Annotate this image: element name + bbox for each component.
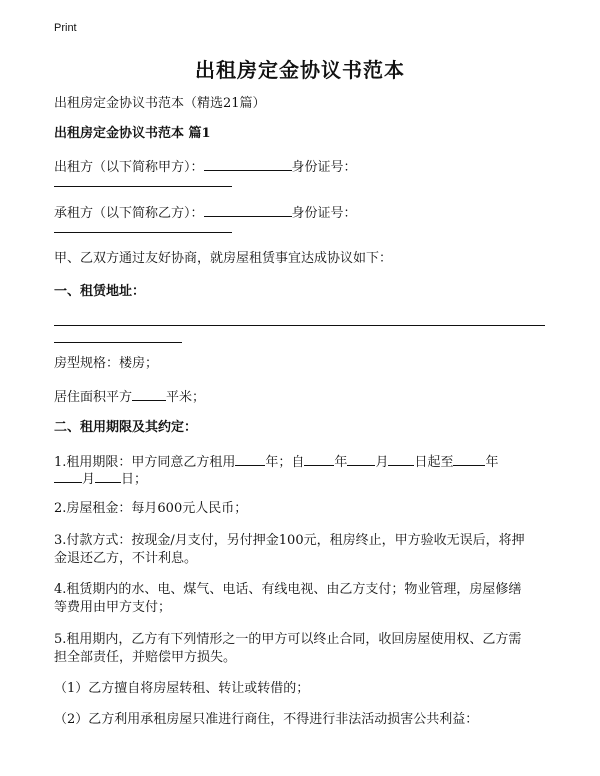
start-month-blank[interactable] <box>347 452 375 466</box>
term-text-8: 日； <box>121 472 148 487</box>
section-heading: 出租房定金协议书范本 篇1 <box>54 126 211 141</box>
rent-clause: 2.房屋租金：每月600元人民币； <box>54 501 248 516</box>
payment-clause-line-1: 3.付款方式：按现金/月支付，另付押金100元，租房终止，甲方验收无误后，将押 <box>54 533 525 548</box>
document-title: 出租房定金协议书范本 <box>195 58 405 82</box>
term-text-5: 日起至 <box>414 455 454 470</box>
section-1-heading: 一、租赁地址： <box>54 284 146 299</box>
lessee-label: 承租方（以下简称乙方）： <box>54 206 204 221</box>
payment-clause-line-2: 金退还乙方，不计利息。 <box>54 551 198 566</box>
term-text-4: 月 <box>375 455 389 470</box>
lessee-name-blank[interactable] <box>204 203 292 217</box>
area-suffix: 平米； <box>166 390 206 405</box>
lessee-id-blank[interactable] <box>54 232 232 233</box>
end-month-blank[interactable] <box>54 469 82 483</box>
living-area-line <box>54 387 205 407</box>
term-text-2: 年；自 <box>265 455 305 470</box>
termination-clause-line-2: 担全部责任，并赔偿甲方损失。 <box>54 650 237 665</box>
lessor-id-label: 身份证号： <box>291 160 357 175</box>
lessor-name-blank[interactable] <box>204 157 292 171</box>
lessor-id-blank[interactable] <box>54 186 232 187</box>
end-day-blank[interactable] <box>95 469 121 483</box>
utilities-clause-line-2: 等费用由甲方支付； <box>54 600 172 615</box>
section-2-heading: 二、租用期限及其约定： <box>54 420 198 435</box>
address-blank-line-1[interactable] <box>54 325 545 326</box>
term-text-6: 年 <box>485 455 499 470</box>
document-subtitle: 出租房定金协议书范本（精选21篇） <box>54 96 266 111</box>
area-blank[interactable] <box>132 387 166 401</box>
lessee-line <box>54 203 357 223</box>
condition-1: （1）乙方擅自将房屋转租、转让或转借的； <box>54 681 310 696</box>
lessor-label: 出租方（以下简称甲方）： <box>54 160 204 175</box>
term-text-1: 1.租用期限：甲方同意乙方租用 <box>54 455 236 470</box>
start-year-blank[interactable] <box>304 452 334 466</box>
condition-2: （2）乙方利用承租房屋只准进行商住，不得进行非法活动损害公共利益： <box>54 712 479 727</box>
term-text-7: 月 <box>82 472 96 487</box>
lessee-id-label: 身份证号： <box>291 206 357 221</box>
address-blank-line-2[interactable] <box>54 342 182 343</box>
intro-paragraph: 甲、乙双方通过友好协商，就房屋租赁事宜达成协议如下： <box>54 251 393 266</box>
term-years-blank[interactable] <box>235 452 265 466</box>
area-prefix: 居住面积平方 <box>54 390 133 405</box>
term-text-3: 年 <box>334 455 348 470</box>
utilities-clause-line-1: 4.租赁期内的水、电、煤气、电话、有线电视、由乙方支付；物业管理，房屋修缮 <box>54 582 522 597</box>
end-year-blank[interactable] <box>453 452 485 466</box>
start-day-blank[interactable] <box>388 452 414 466</box>
lessor-line <box>54 157 357 177</box>
termination-clause-line-1: 5.租用期内，乙方有下列情形之一的甲方可以终止合同，收回房屋使用权、乙方需 <box>54 632 522 647</box>
term-line-2 <box>54 469 147 489</box>
house-type: 房型规格：楼房； <box>54 356 159 371</box>
print-label: Print <box>54 22 77 34</box>
